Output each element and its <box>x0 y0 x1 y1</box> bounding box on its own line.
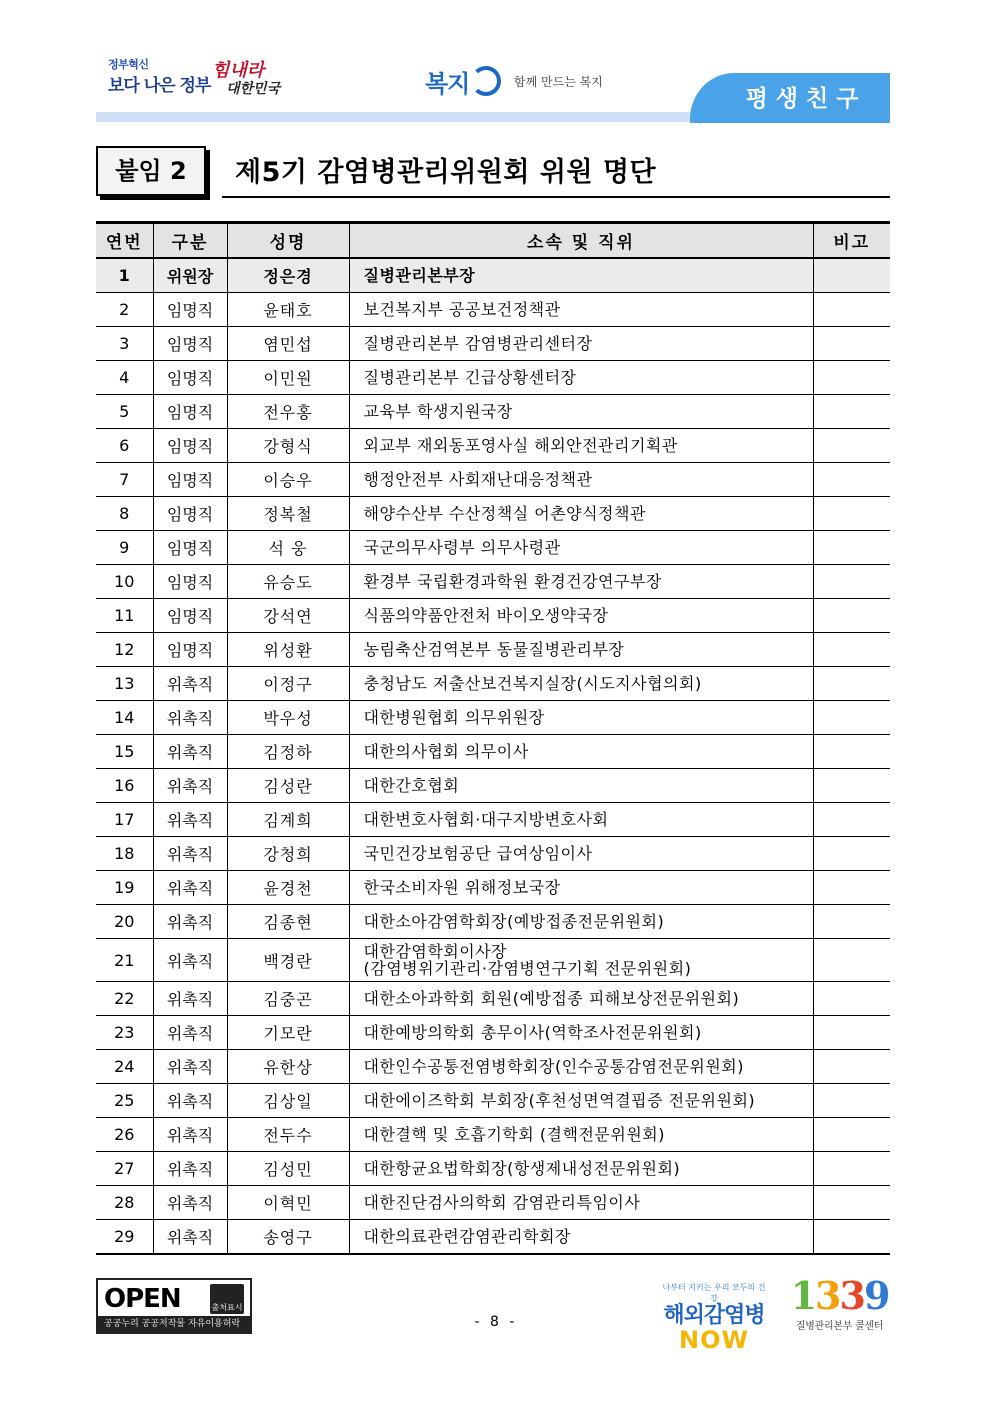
cell-no: 10 <box>96 565 153 599</box>
cell-type: 임명직 <box>153 395 227 429</box>
cell-org: 대한의료관련감염관리학회장 <box>349 1220 813 1255</box>
cell-type: 위촉직 <box>153 1220 227 1255</box>
cell-note <box>813 599 890 633</box>
cell-note <box>813 293 890 327</box>
cell-note <box>813 497 890 531</box>
cell-org: 행정안전부 사회재난대응정책관 <box>349 463 813 497</box>
cell-org: 충청남도 저출산보건복지실장(시도지사협의회) <box>349 667 813 701</box>
table-row <box>96 1016 890 1050</box>
cell-note <box>813 1084 890 1118</box>
cell-name: 김중곤 <box>227 982 349 1016</box>
cell-type: 위촉직 <box>153 1186 227 1220</box>
cell-no: 14 <box>96 701 153 735</box>
cell-no: 21 <box>96 939 153 982</box>
table-row <box>96 905 890 939</box>
page-title: 제5기 감염병관리위원회 위원 명단 <box>235 157 657 188</box>
cell-type: 위촉직 <box>153 1050 227 1084</box>
cell-type: 임명직 <box>153 429 227 463</box>
cell-type: 임명직 <box>153 599 227 633</box>
cell-org: 대한항균요법학회장(항생제내성전문위원회) <box>349 1152 813 1186</box>
cell-note <box>813 1118 890 1152</box>
cell-type: 위촉직 <box>153 871 227 905</box>
cell-no: 27 <box>96 1152 153 1186</box>
members-table <box>96 221 890 1255</box>
cell-no: 12 <box>96 633 153 667</box>
cell-note <box>813 1050 890 1084</box>
cell-note <box>813 735 890 769</box>
cell-no: 16 <box>96 769 153 803</box>
bokji-circle-icon <box>471 66 501 96</box>
cell-name: 전우홍 <box>227 395 349 429</box>
cell-org-line1: 대한감염학회이사장 <box>363 942 508 961</box>
cell-note <box>813 871 890 905</box>
cell-note <box>813 565 890 599</box>
cell-type: 임명직 <box>153 565 227 599</box>
cell-name: 송영구 <box>227 1220 349 1255</box>
cell-name: 유승도 <box>227 565 349 599</box>
cell-org: 해양수산부 수산정책실 어촌양식정책관 <box>349 497 813 531</box>
cell-type: 위촉직 <box>153 1152 227 1186</box>
cell-no: 23 <box>96 1016 153 1050</box>
cell-name: 강청희 <box>227 837 349 871</box>
cell-name: 김성민 <box>227 1152 349 1186</box>
open-license-bar: 공공누리 공공저작물 자유이용허락 <box>98 1316 250 1332</box>
cell-org: 보건복지부 공공보건정책관 <box>349 293 813 327</box>
slogan-line1: 힘내라 <box>212 60 265 81</box>
table-row <box>96 803 890 837</box>
cell-name: 김성란 <box>227 769 349 803</box>
cell-org: 대한에이즈학회 부회장(후천성면역결핍증 전문위원회) <box>349 1084 813 1118</box>
cell-name: 이승우 <box>227 463 349 497</box>
cell-org: 대한예방의학회 총무이사(역학조사전문위원회) <box>349 1016 813 1050</box>
cell-no: 19 <box>96 871 153 905</box>
header-name: 성명 <box>227 223 349 259</box>
table-row <box>96 939 890 982</box>
cell-no: 26 <box>96 1118 153 1152</box>
cell-no: 17 <box>96 803 153 837</box>
cell-no: 29 <box>96 1220 153 1255</box>
cell-note <box>813 1186 890 1220</box>
cell-org <box>349 939 813 982</box>
table-row <box>96 293 890 327</box>
cell-org: 대한병원협회 의무위원장 <box>349 701 813 735</box>
bokji-subtitle: 함께 만드는 복지 <box>514 75 603 89</box>
cell-type: 위촉직 <box>153 735 227 769</box>
cell-org: 대한소아감염학회장(예방접종전문위원회) <box>349 905 813 939</box>
table-row <box>96 1050 890 1084</box>
table-row <box>96 565 890 599</box>
cell-note <box>813 531 890 565</box>
now-line2: NOW <box>679 1326 749 1354</box>
now-line1: 해외감염병 <box>663 1303 765 1328</box>
header-type: 구분 <box>153 223 227 259</box>
gov-innovation-small: 정부혁신 <box>108 58 149 71</box>
table-row <box>96 735 890 769</box>
callcenter-digit: 1 <box>790 1273 816 1318</box>
cell-org: 국민건강보험공단 급여상임이사 <box>349 837 813 871</box>
table-row <box>96 395 890 429</box>
table-row <box>96 633 890 667</box>
cell-note <box>813 905 890 939</box>
cell-note <box>813 667 890 701</box>
cell-org: 대한결핵 및 호흡기학회 (결핵전문위원회) <box>349 1118 813 1152</box>
table-row <box>96 769 890 803</box>
cell-type: 위촉직 <box>153 769 227 803</box>
cell-name: 정복철 <box>227 497 349 531</box>
cell-name: 김종현 <box>227 905 349 939</box>
cell-no: 22 <box>96 982 153 1016</box>
header-tab-label: 평생친구 <box>745 86 867 112</box>
table-row <box>96 361 890 395</box>
cell-org: 농림축산검역본부 동물질병관리부장 <box>349 633 813 667</box>
header-note: 비고 <box>813 223 890 259</box>
cell-org: 한국소비자원 위해정보국장 <box>349 871 813 905</box>
cell-name: 이정구 <box>227 667 349 701</box>
table-row <box>96 429 890 463</box>
overseas-infection-now-logo <box>662 1282 766 1352</box>
cell-no: 6 <box>96 429 153 463</box>
cell-note <box>813 361 890 395</box>
cell-no: 13 <box>96 667 153 701</box>
cell-org: 외교부 재외동포영사실 해외안전관리기획관 <box>349 429 813 463</box>
cell-name: 윤태호 <box>227 293 349 327</box>
gov-innovation-big: 보다 나은 정부 <box>108 76 211 96</box>
page-number: - 8 - <box>474 1314 518 1330</box>
table-row <box>96 258 890 293</box>
cell-name: 전두수 <box>227 1118 349 1152</box>
table-row <box>96 497 890 531</box>
cell-org: 질병관리본부 긴급상황센터장 <box>349 361 813 395</box>
cell-name: 박우성 <box>227 701 349 735</box>
table-row <box>96 982 890 1016</box>
cell-type: 임명직 <box>153 463 227 497</box>
cell-name: 석 웅 <box>227 531 349 565</box>
cell-no: 9 <box>96 531 153 565</box>
cell-type: 임명직 <box>153 293 227 327</box>
cell-org: 대한소아과학회 회원(예방접종 피해보상전문위원회) <box>349 982 813 1016</box>
cell-note <box>813 429 890 463</box>
cell-org-line2: (감염병위기관리·감염병연구기획 전문위원회) <box>363 959 692 978</box>
cell-no: 15 <box>96 735 153 769</box>
cell-type: 위촉직 <box>153 701 227 735</box>
open-logo-text: OPEN <box>104 1284 181 1314</box>
table-row <box>96 837 890 871</box>
cell-note <box>813 463 890 497</box>
cell-org: 식품의약품안전처 바이오생약국장 <box>349 599 813 633</box>
cell-no: 8 <box>96 497 153 531</box>
slogan-line2: 대한민국 <box>226 81 281 97</box>
cell-name: 강석연 <box>227 599 349 633</box>
attachment-badge: 붙임 2 <box>96 146 206 196</box>
table-row <box>96 463 890 497</box>
table-row <box>96 1084 890 1118</box>
now-tagline: 나부터 지키는 우리 모두의 건강 <box>662 1283 766 1303</box>
cell-type: 위원장 <box>153 258 227 293</box>
bokji-logo-text: 복지 <box>425 70 470 98</box>
cell-name: 백경란 <box>227 939 349 982</box>
cell-name: 김정하 <box>227 735 349 769</box>
cell-name: 염민섭 <box>227 327 349 361</box>
cell-no: 1 <box>96 258 153 293</box>
cell-no: 2 <box>96 293 153 327</box>
cell-type: 위촉직 <box>153 982 227 1016</box>
cell-type: 위촉직 <box>153 939 227 982</box>
cell-no: 3 <box>96 327 153 361</box>
callcenter-number <box>782 1275 897 1317</box>
cell-no: 20 <box>96 905 153 939</box>
cell-type: 임명직 <box>153 327 227 361</box>
cell-name: 기모란 <box>227 1016 349 1050</box>
cell-type: 위촉직 <box>153 1118 227 1152</box>
attribution-icon <box>210 1284 244 1314</box>
cell-type: 위촉직 <box>153 905 227 939</box>
table-row <box>96 1118 890 1152</box>
cell-name: 이민원 <box>227 361 349 395</box>
cell-note <box>813 939 890 982</box>
table-row <box>96 871 890 905</box>
cell-type: 임명직 <box>153 361 227 395</box>
cell-note <box>813 1220 890 1255</box>
table-row <box>96 599 890 633</box>
cell-no: 7 <box>96 463 153 497</box>
cell-note <box>813 769 890 803</box>
cell-no: 11 <box>96 599 153 633</box>
cell-org: 질병관리본부 감염병관리센터장 <box>349 327 813 361</box>
table-row <box>96 1220 890 1255</box>
table-row <box>96 667 890 701</box>
cell-type: 임명직 <box>153 497 227 531</box>
callcenter-digit: 3 <box>839 1273 864 1318</box>
header-no: 연번 <box>96 223 153 259</box>
cell-type: 위촉직 <box>153 803 227 837</box>
cell-type: 임명직 <box>153 633 227 667</box>
cell-note <box>813 803 890 837</box>
callcenter-digit: 9 <box>863 1273 889 1318</box>
table-body <box>96 258 890 1254</box>
cell-type: 위촉직 <box>153 1084 227 1118</box>
cell-no: 4 <box>96 361 153 395</box>
table-row <box>96 327 890 361</box>
slogan-logo <box>212 62 280 98</box>
callcenter-subtitle: 질병관리본부 콜센터 <box>795 1321 884 1332</box>
cell-name: 윤경천 <box>227 871 349 905</box>
table-row <box>96 531 890 565</box>
title-underline <box>222 196 890 198</box>
cell-name: 김상일 <box>227 1084 349 1118</box>
cell-note <box>813 701 890 735</box>
callcenter-logo <box>782 1275 897 1332</box>
cell-org: 질병관리본부장 <box>349 258 813 293</box>
cell-name: 유한상 <box>227 1050 349 1084</box>
cell-name: 강형식 <box>227 429 349 463</box>
gov-innovation-logo <box>108 58 210 96</box>
cell-no: 28 <box>96 1186 153 1220</box>
cell-org: 대한진단검사의학회 감염관리특임이사 <box>349 1186 813 1220</box>
cell-org: 대한변호사협회·대구지방변호사회 <box>349 803 813 837</box>
cell-org: 환경부 국립환경과학원 환경건강연구부장 <box>349 565 813 599</box>
table-header-row <box>96 223 890 259</box>
cell-note <box>813 633 890 667</box>
table-row <box>96 1152 890 1186</box>
callcenter-digit: 3 <box>815 1273 840 1318</box>
cell-name: 이혁민 <box>227 1186 349 1220</box>
cell-type: 위촉직 <box>153 667 227 701</box>
cell-note <box>813 837 890 871</box>
cell-type: 위촉직 <box>153 1016 227 1050</box>
bokji-logo <box>425 64 501 99</box>
cell-org: 교육부 학생지원국장 <box>349 395 813 429</box>
attribution-icon-label: 출처표시 <box>211 1303 243 1312</box>
cell-org: 대한인수공통전염병학회장(인수공통감염전문위원회) <box>349 1050 813 1084</box>
table-row <box>96 1186 890 1220</box>
cell-note <box>813 258 890 293</box>
cell-note <box>813 327 890 361</box>
cell-no: 25 <box>96 1084 153 1118</box>
cell-name: 정은경 <box>227 258 349 293</box>
cell-no: 24 <box>96 1050 153 1084</box>
cell-name: 김계희 <box>227 803 349 837</box>
cell-type: 위촉직 <box>153 837 227 871</box>
cell-org: 대한의사협회 의무이사 <box>349 735 813 769</box>
cell-type: 임명직 <box>153 531 227 565</box>
cell-note <box>813 1016 890 1050</box>
header-org: 소속 및 직위 <box>349 223 813 259</box>
cell-org: 대한간호협회 <box>349 769 813 803</box>
cell-note <box>813 1152 890 1186</box>
cell-note <box>813 395 890 429</box>
cell-no: 18 <box>96 837 153 871</box>
cell-name: 위성환 <box>227 633 349 667</box>
cell-note <box>813 982 890 1016</box>
table-row <box>96 701 890 735</box>
cell-org: 국군의무사령부 의무사령관 <box>349 531 813 565</box>
cell-no: 5 <box>96 395 153 429</box>
